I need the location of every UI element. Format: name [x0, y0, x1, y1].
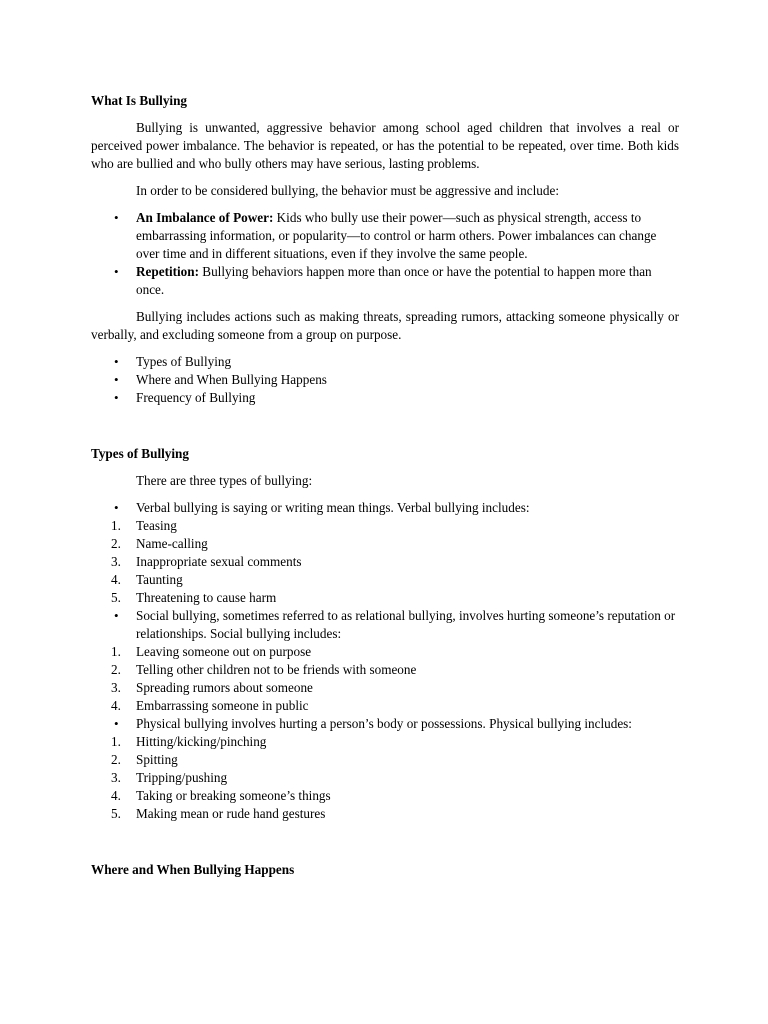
list-item	[91, 571, 679, 589]
heading-what-is-bullying: What Is Bullying	[91, 93, 188, 108]
number-marker: 5.	[111, 590, 121, 605]
bullet-marker: •	[114, 500, 119, 515]
list-item-text: Hitting/kicking/pinching	[136, 734, 267, 749]
list-item	[91, 805, 679, 823]
number-marker: 2.	[111, 752, 121, 767]
verbal-items-list	[91, 517, 679, 607]
list-item	[91, 661, 679, 679]
link-where-when: Where and When Bullying Happens	[136, 372, 327, 387]
bullet-marker: •	[114, 210, 119, 225]
list-item-text: Tripping/pushing	[136, 770, 228, 785]
bullet-marker: •	[114, 390, 119, 405]
number-marker: 2.	[111, 536, 121, 551]
number-marker: 1.	[111, 518, 121, 533]
list-item	[91, 353, 679, 371]
criteria-text: Kids who bully use their power—such as physical strength, access to embarrassing information, or popularity—to control or harm others. Power imbalances can change over time and in different situations, even if they involve the same people.	[136, 210, 657, 261]
list-item	[91, 751, 679, 769]
list-item	[91, 643, 679, 661]
bullet-marker: •	[114, 716, 119, 731]
list-item-text: Making mean or rude hand gestures	[136, 806, 326, 821]
list-item	[91, 715, 679, 733]
list-item	[91, 769, 679, 787]
heading-where-when-bullying-happens: Where and When Bullying Happens	[91, 862, 295, 877]
list-item-text: Taunting	[136, 572, 183, 587]
number-marker: 1.	[111, 734, 121, 749]
types-list	[91, 715, 679, 733]
link-types-of-bullying: Types of Bullying	[136, 354, 232, 369]
list-item	[91, 733, 679, 751]
document-page	[91, 92, 679, 879]
heading-types-of-bullying: Types of Bullying	[91, 446, 189, 461]
link-frequency: Frequency of Bullying	[136, 390, 256, 405]
list-item-text: Leaving someone out on purpose	[136, 644, 312, 659]
list-item	[91, 263, 679, 299]
types-list	[91, 607, 679, 643]
list-item	[91, 589, 679, 607]
paragraph-definition: Bullying is unwanted, aggressive behavior among school aged children that involves a real or perceived power imbalance. The behavior is repeated, or has the potential to be repeated, over time. Both kids who are bullied and who bully others may have serious, lasting problems.	[91, 120, 679, 171]
list-item	[91, 679, 679, 697]
criteria-term: Repetition:	[136, 264, 199, 279]
list-item-text: Threatening to cause harm	[136, 590, 277, 605]
bullet-marker: •	[114, 372, 119, 387]
bullet-marker: •	[114, 354, 119, 369]
social-items-list	[91, 643, 679, 715]
list-item-text: Inappropriate sexual comments	[136, 554, 302, 569]
physical-items-list	[91, 733, 679, 823]
criteria-term: An Imbalance of Power:	[136, 210, 274, 225]
list-item-text: Taking or breaking someone’s things	[136, 788, 331, 803]
number-marker: 4.	[111, 788, 121, 803]
list-item	[91, 499, 679, 517]
number-marker: 4.	[111, 572, 121, 587]
list-item-text: Name-calling	[136, 536, 208, 551]
list-item-text: Spreading rumors about someone	[136, 680, 313, 695]
types-list	[91, 499, 679, 517]
verbal-bullying-text: Verbal bullying is saying or writing mean things. Verbal bullying includes:	[136, 500, 530, 515]
list-item	[91, 371, 679, 389]
list-item	[91, 389, 679, 407]
bullet-marker: •	[114, 608, 119, 623]
list-item-text: Embarrassing someone in public	[136, 698, 309, 713]
number-marker: 2.	[111, 662, 121, 677]
paragraph-actions: Bullying includes actions such as making threats, spreading rumors, attacking someone physically or verbally, and excluding someone from a group on purpose.	[91, 309, 679, 342]
number-marker: 3.	[111, 770, 121, 785]
bullet-marker: •	[114, 264, 119, 279]
paragraph-types-intro: There are three types of bullying:	[136, 473, 313, 488]
list-item	[91, 697, 679, 715]
physical-bullying-text: Physical bullying involves hurting a person’s body or possessions. Physical bullying includes:	[136, 716, 632, 731]
list-item	[91, 607, 679, 643]
number-marker: 4.	[111, 698, 121, 713]
list-item-text: Teasing	[136, 518, 177, 533]
list-item-text: Telling other children not to be friends with someone	[136, 662, 417, 677]
criteria-list	[91, 209, 679, 299]
list-item	[91, 535, 679, 553]
number-marker: 1.	[111, 644, 121, 659]
criteria-text: Bullying behaviors happen more than once or have the potential to happen more than once.	[136, 264, 652, 297]
list-item	[91, 787, 679, 805]
section-links-list	[91, 353, 679, 407]
number-marker: 5.	[111, 806, 121, 821]
list-item	[91, 517, 679, 535]
list-item-text: Spitting	[136, 752, 178, 767]
list-item	[91, 209, 679, 263]
social-bullying-text: Social bullying, sometimes referred to as relational bullying, involves hurting someone’s reputation or relationships. Social bullying includes:	[136, 608, 676, 641]
number-marker: 3.	[111, 554, 121, 569]
number-marker: 3.	[111, 680, 121, 695]
paragraph-criteria-intro: In order to be considered bullying, the behavior must be aggressive and include:	[136, 183, 559, 198]
list-item	[91, 553, 679, 571]
